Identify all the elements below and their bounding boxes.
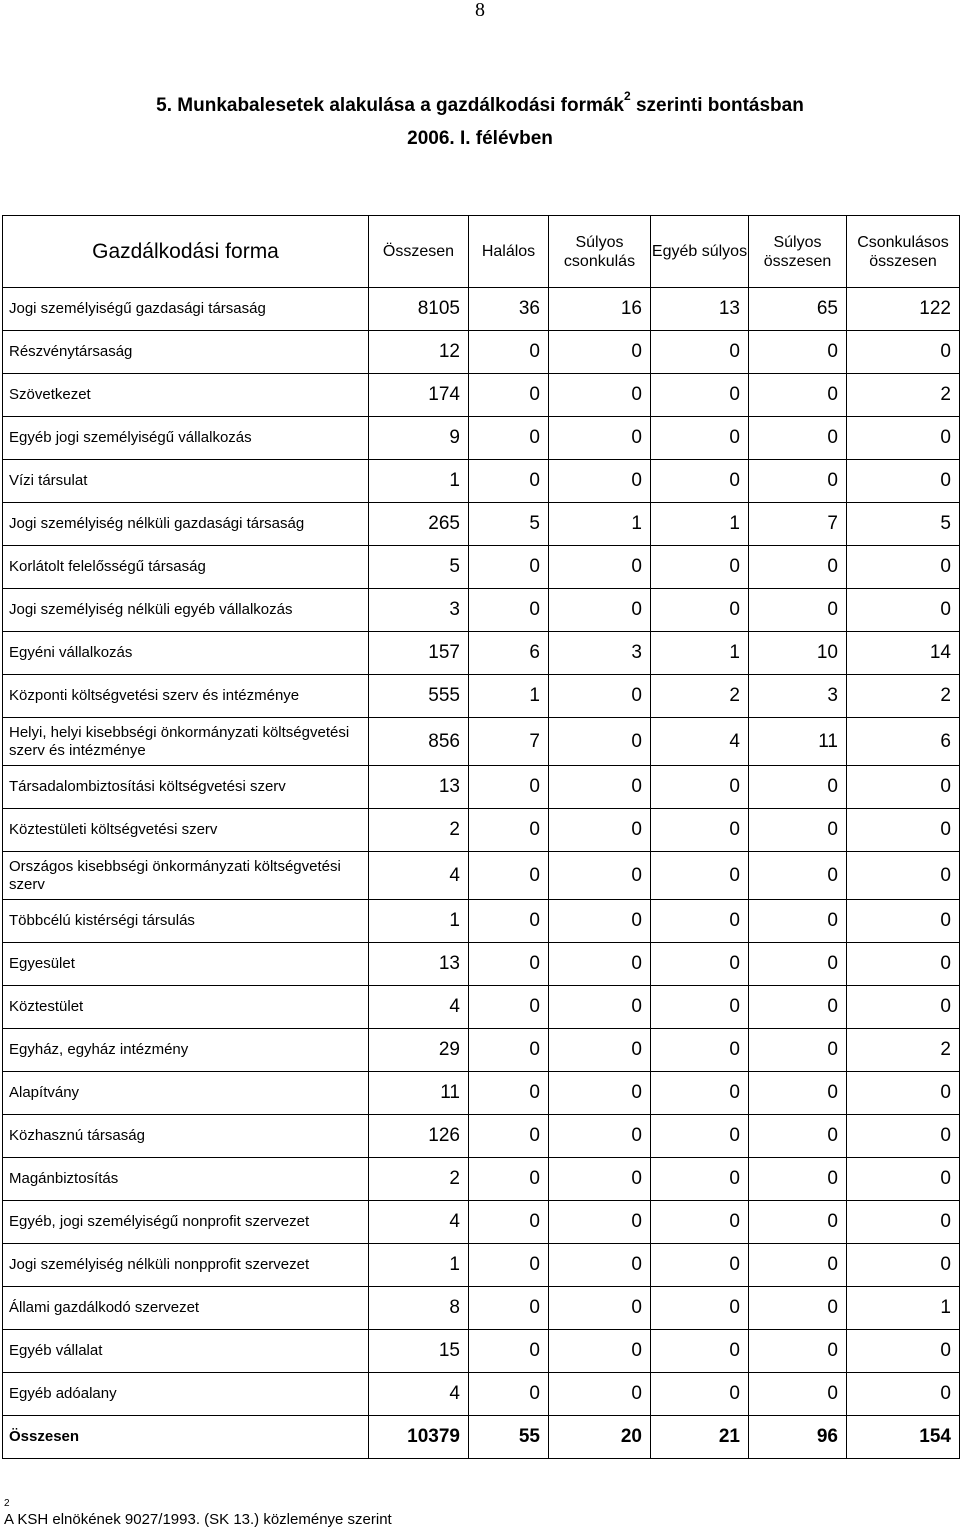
row-value-cell: 0	[651, 546, 749, 589]
row-value-cell: 5	[847, 503, 960, 546]
row-value-cell: 0	[469, 589, 549, 632]
row-value-cell: 0	[549, 1244, 651, 1287]
footnote-marker: 2	[4, 1498, 10, 1509]
header-form: Gazdálkodási forma	[3, 216, 369, 288]
row-value-cell: 0	[549, 943, 651, 986]
row-value-cell: 0	[651, 809, 749, 852]
row-value-cell: 0	[847, 1201, 960, 1244]
row-value-cell: 0	[469, 943, 549, 986]
row-value-cell: 0	[549, 331, 651, 374]
row-value-cell: 4	[369, 1201, 469, 1244]
row-value-cell: 0	[651, 986, 749, 1029]
row-value-cell: 8	[369, 1287, 469, 1330]
row-value-cell: 0	[749, 331, 847, 374]
row-value-cell: 0	[549, 1029, 651, 1072]
row-value-cell: 4	[369, 986, 469, 1029]
header-other-severe: Egyéb súlyos	[651, 216, 749, 288]
row-form-name: Egyéni vállalkozás	[3, 632, 369, 675]
row-value-cell: 1	[847, 1287, 960, 1330]
row-value-cell: 0	[749, 809, 847, 852]
row-value-cell: 16	[549, 288, 651, 331]
row-value-cell: 0	[549, 766, 651, 809]
row-value-cell: 4	[369, 1373, 469, 1416]
row-value-cell: 122	[847, 288, 960, 331]
row-value-cell: 0	[651, 460, 749, 503]
row-value-cell: 0	[549, 809, 651, 852]
total-label: Összesen	[3, 1416, 369, 1459]
row-value-cell: 0	[469, 1115, 549, 1158]
row-value-cell: 2	[847, 374, 960, 417]
row-value-cell: 12	[369, 331, 469, 374]
row-value-cell: 3	[749, 675, 847, 718]
row-value-cell: 0	[651, 1373, 749, 1416]
row-value-cell: 1	[369, 1244, 469, 1287]
table-row	[3, 503, 960, 546]
row-value-cell: 0	[651, 1115, 749, 1158]
table-row	[3, 589, 960, 632]
row-value-cell: 0	[749, 766, 847, 809]
table-row	[3, 766, 960, 809]
row-value-cell: 0	[651, 589, 749, 632]
table-row	[3, 809, 960, 852]
row-value-cell: 0	[469, 1029, 549, 1072]
row-value-cell: 6	[847, 718, 960, 766]
row-value-cell: 9	[369, 417, 469, 460]
row-value-cell: 0	[549, 718, 651, 766]
row-form-name: Közhasznú társaság	[3, 1115, 369, 1158]
table-row	[3, 417, 960, 460]
row-value-cell: 2	[369, 1158, 469, 1201]
row-value-cell: 0	[651, 1244, 749, 1287]
row-value-cell: 5	[369, 546, 469, 589]
total-value-cell: 154	[847, 1416, 960, 1459]
row-value-cell: 0	[651, 900, 749, 943]
row-value-cell: 5	[469, 503, 549, 546]
table-row	[3, 852, 960, 900]
row-value-cell: 4	[651, 718, 749, 766]
row-value-cell: 3	[369, 589, 469, 632]
row-value-cell: 0	[549, 675, 651, 718]
row-value-cell: 555	[369, 675, 469, 718]
row-value-cell: 0	[749, 852, 847, 900]
row-value-cell: 0	[749, 1287, 847, 1330]
row-value-cell: 0	[549, 546, 651, 589]
table-row	[3, 1158, 960, 1201]
row-value-cell: 174	[369, 374, 469, 417]
row-value-cell: 0	[549, 460, 651, 503]
row-value-cell: 0	[847, 852, 960, 900]
row-value-cell: 0	[549, 374, 651, 417]
table-total-row	[3, 1416, 960, 1459]
row-form-name: Egyéb jogi személyiségű vállalkozás	[3, 417, 369, 460]
row-value-cell: 1	[651, 503, 749, 546]
row-value-cell: 0	[749, 943, 847, 986]
row-value-cell: 0	[469, 460, 549, 503]
row-value-cell: 0	[469, 900, 549, 943]
row-value-cell: 0	[749, 986, 847, 1029]
footnote	[4, 1498, 392, 1529]
row-value-cell: 0	[847, 460, 960, 503]
row-form-name: Többcélú kistérségi társulás	[3, 900, 369, 943]
row-value-cell: 0	[469, 852, 549, 900]
row-value-cell: 0	[847, 589, 960, 632]
row-value-cell: 0	[749, 1115, 847, 1158]
total-value-cell: 10379	[369, 1416, 469, 1459]
row-value-cell: 0	[549, 1287, 651, 1330]
accident-table	[2, 215, 960, 1459]
row-value-cell: 0	[651, 766, 749, 809]
header-mutilation-total: Csonkulásos összesen	[847, 216, 960, 288]
row-form-name: Szövetkezet	[3, 374, 369, 417]
row-value-cell: 0	[749, 374, 847, 417]
row-value-cell: 0	[749, 589, 847, 632]
row-value-cell: 0	[847, 331, 960, 374]
row-value-cell: 1	[651, 632, 749, 675]
row-form-name: Köztestület	[3, 986, 369, 1029]
row-form-name: Egyesület	[3, 943, 369, 986]
row-value-cell: 0	[749, 546, 847, 589]
table-row	[3, 675, 960, 718]
table-row	[3, 1244, 960, 1287]
row-value-cell: 0	[847, 900, 960, 943]
page-number: 8	[475, 0, 485, 21]
row-value-cell: 7	[469, 718, 549, 766]
row-value-cell: 0	[749, 1158, 847, 1201]
table-row	[3, 900, 960, 943]
row-form-name: Egyéb, jogi személyiségű nonprofit szervezet	[3, 1201, 369, 1244]
row-value-cell: 0	[847, 766, 960, 809]
row-value-cell: 13	[651, 288, 749, 331]
row-value-cell: 7	[749, 503, 847, 546]
row-value-cell: 0	[549, 589, 651, 632]
row-value-cell: 4	[369, 852, 469, 900]
row-value-cell: 0	[651, 1201, 749, 1244]
row-value-cell: 0	[549, 1373, 651, 1416]
row-value-cell: 0	[469, 1330, 549, 1373]
row-value-cell: 1	[369, 900, 469, 943]
row-form-name: Részvénytársaság	[3, 331, 369, 374]
row-value-cell: 1	[369, 460, 469, 503]
row-value-cell: 11	[369, 1072, 469, 1115]
page-subtitle: 2006. I. félévben	[407, 128, 553, 149]
row-form-name: Jogi személyiség nélküli gazdasági társaság	[3, 503, 369, 546]
row-form-name: Egyház, egyház intézmény	[3, 1029, 369, 1072]
row-value-cell: 0	[469, 766, 549, 809]
row-form-name: Helyi, helyi kisebbségi önkormányzati költségvetési szerv és intézménye	[3, 718, 369, 766]
row-value-cell: 0	[651, 943, 749, 986]
title-text-after: szerinti bontásban	[630, 95, 804, 116]
row-form-name: Jogi személyiség nélküli egyéb vállalkozás	[3, 589, 369, 632]
row-value-cell: 11	[749, 718, 847, 766]
row-value-cell: 0	[469, 331, 549, 374]
row-value-cell: 0	[469, 374, 549, 417]
row-value-cell: 0	[549, 1072, 651, 1115]
header-severe-total: Súlyos összesen	[749, 216, 847, 288]
row-value-cell: 0	[469, 1158, 549, 1201]
row-value-cell: 0	[749, 900, 847, 943]
row-value-cell: 0	[549, 1158, 651, 1201]
row-value-cell: 13	[369, 943, 469, 986]
row-form-name: Magánbiztosítás	[3, 1158, 369, 1201]
table-row	[3, 632, 960, 675]
table-row	[3, 1115, 960, 1158]
row-form-name: Társadalombiztosítási költségvetési szerv	[3, 766, 369, 809]
table-row	[3, 546, 960, 589]
page-title	[0, 88, 960, 117]
row-value-cell: 0	[469, 1244, 549, 1287]
row-value-cell: 0	[847, 546, 960, 589]
row-value-cell: 0	[651, 374, 749, 417]
row-value-cell: 0	[847, 986, 960, 1029]
row-value-cell: 0	[749, 1330, 847, 1373]
row-value-cell: 0	[469, 417, 549, 460]
row-value-cell: 2	[847, 675, 960, 718]
table-row	[3, 943, 960, 986]
row-value-cell: 0	[749, 1072, 847, 1115]
row-value-cell: 0	[549, 900, 651, 943]
table-row	[3, 1201, 960, 1244]
table-row	[3, 1287, 960, 1330]
row-value-cell: 1	[549, 503, 651, 546]
row-value-cell: 0	[749, 1373, 847, 1416]
row-value-cell: 10	[749, 632, 847, 675]
row-form-name: Vízi társulat	[3, 460, 369, 503]
header-total: Összesen	[369, 216, 469, 288]
row-value-cell: 0	[469, 1072, 549, 1115]
row-value-cell: 13	[369, 766, 469, 809]
row-value-cell: 0	[651, 1029, 749, 1072]
row-value-cell: 2	[847, 1029, 960, 1072]
row-value-cell: 0	[549, 986, 651, 1029]
row-form-name: Alapítvány	[3, 1072, 369, 1115]
table-row	[3, 1373, 960, 1416]
row-form-name: Egyéb vállalat	[3, 1330, 369, 1373]
table-row	[3, 331, 960, 374]
row-form-name: Országos kisebbségi önkormányzati költségvetési szerv	[3, 852, 369, 900]
total-value-cell: 55	[469, 1416, 549, 1459]
row-value-cell: 0	[847, 943, 960, 986]
row-value-cell: 0	[749, 460, 847, 503]
row-value-cell: 0	[549, 852, 651, 900]
row-value-cell: 0	[651, 1287, 749, 1330]
total-value-cell: 20	[549, 1416, 651, 1459]
row-value-cell: 0	[749, 417, 847, 460]
row-value-cell: 0	[651, 852, 749, 900]
row-value-cell: 856	[369, 718, 469, 766]
header-fatal: Halálos	[469, 216, 549, 288]
row-value-cell: 0	[651, 1072, 749, 1115]
row-value-cell: 15	[369, 1330, 469, 1373]
row-value-cell: 0	[469, 1201, 549, 1244]
row-value-cell: 2	[651, 675, 749, 718]
row-value-cell: 29	[369, 1029, 469, 1072]
row-value-cell: 0	[549, 417, 651, 460]
row-value-cell: 0	[651, 417, 749, 460]
total-value-cell: 21	[651, 1416, 749, 1459]
row-value-cell: 0	[651, 331, 749, 374]
row-value-cell: 6	[469, 632, 549, 675]
title-footnote-ref: 2	[624, 88, 631, 103]
row-value-cell: 0	[651, 1158, 749, 1201]
row-value-cell: 0	[847, 1330, 960, 1373]
row-value-cell: 265	[369, 503, 469, 546]
row-form-name: Egyéb adóalany	[3, 1373, 369, 1416]
row-form-name: Korlátolt felelősségű társaság	[3, 546, 369, 589]
row-value-cell: 0	[749, 1244, 847, 1287]
row-value-cell: 36	[469, 288, 549, 331]
row-value-cell: 3	[549, 632, 651, 675]
row-value-cell: 0	[549, 1115, 651, 1158]
row-value-cell: 0	[847, 1244, 960, 1287]
table-row	[3, 288, 960, 331]
row-form-name: Állami gazdálkodó szervezet	[3, 1287, 369, 1330]
table-row	[3, 1029, 960, 1072]
table-row	[3, 986, 960, 1029]
header-severe-mutilation: Súlyos csonkulás	[549, 216, 651, 288]
table-row	[3, 718, 960, 766]
row-value-cell: 126	[369, 1115, 469, 1158]
row-value-cell: 8105	[369, 288, 469, 331]
row-value-cell: 157	[369, 632, 469, 675]
row-value-cell: 0	[651, 1330, 749, 1373]
row-value-cell: 0	[469, 986, 549, 1029]
row-value-cell: 0	[469, 1373, 549, 1416]
table-row	[3, 460, 960, 503]
row-value-cell: 0	[749, 1201, 847, 1244]
row-value-cell: 0	[549, 1330, 651, 1373]
row-value-cell: 0	[469, 546, 549, 589]
footnote-text: A KSH elnökének 9027/1993. (SK 13.) közleménye szerint	[4, 1511, 392, 1528]
total-value-cell: 96	[749, 1416, 847, 1459]
row-form-name: Jogi személyiség nélküli nonpprofit szervezet	[3, 1244, 369, 1287]
table-row	[3, 1072, 960, 1115]
row-value-cell: 0	[469, 809, 549, 852]
row-value-cell: 0	[749, 1029, 847, 1072]
table-row	[3, 1330, 960, 1373]
row-value-cell: 0	[549, 1201, 651, 1244]
row-value-cell: 65	[749, 288, 847, 331]
row-value-cell: 0	[847, 1072, 960, 1115]
row-value-cell: 14	[847, 632, 960, 675]
row-value-cell: 0	[847, 417, 960, 460]
row-value-cell: 2	[369, 809, 469, 852]
row-value-cell: 0	[469, 1287, 549, 1330]
row-value-cell: 1	[469, 675, 549, 718]
table-header-row	[3, 216, 960, 288]
table-row	[3, 374, 960, 417]
row-form-name: Központi költségvetési szerv és intézménye	[3, 675, 369, 718]
title-text: 5. Munkabalesetek alakulása a gazdálkodási formák	[156, 95, 624, 116]
row-value-cell: 0	[847, 1115, 960, 1158]
table-body	[3, 288, 960, 1459]
row-form-name: Jogi személyiségű gazdasági társaság	[3, 288, 369, 331]
row-value-cell: 0	[847, 1373, 960, 1416]
row-value-cell: 0	[847, 1158, 960, 1201]
row-value-cell: 0	[847, 809, 960, 852]
row-form-name: Köztestületi költségvetési szerv	[3, 809, 369, 852]
